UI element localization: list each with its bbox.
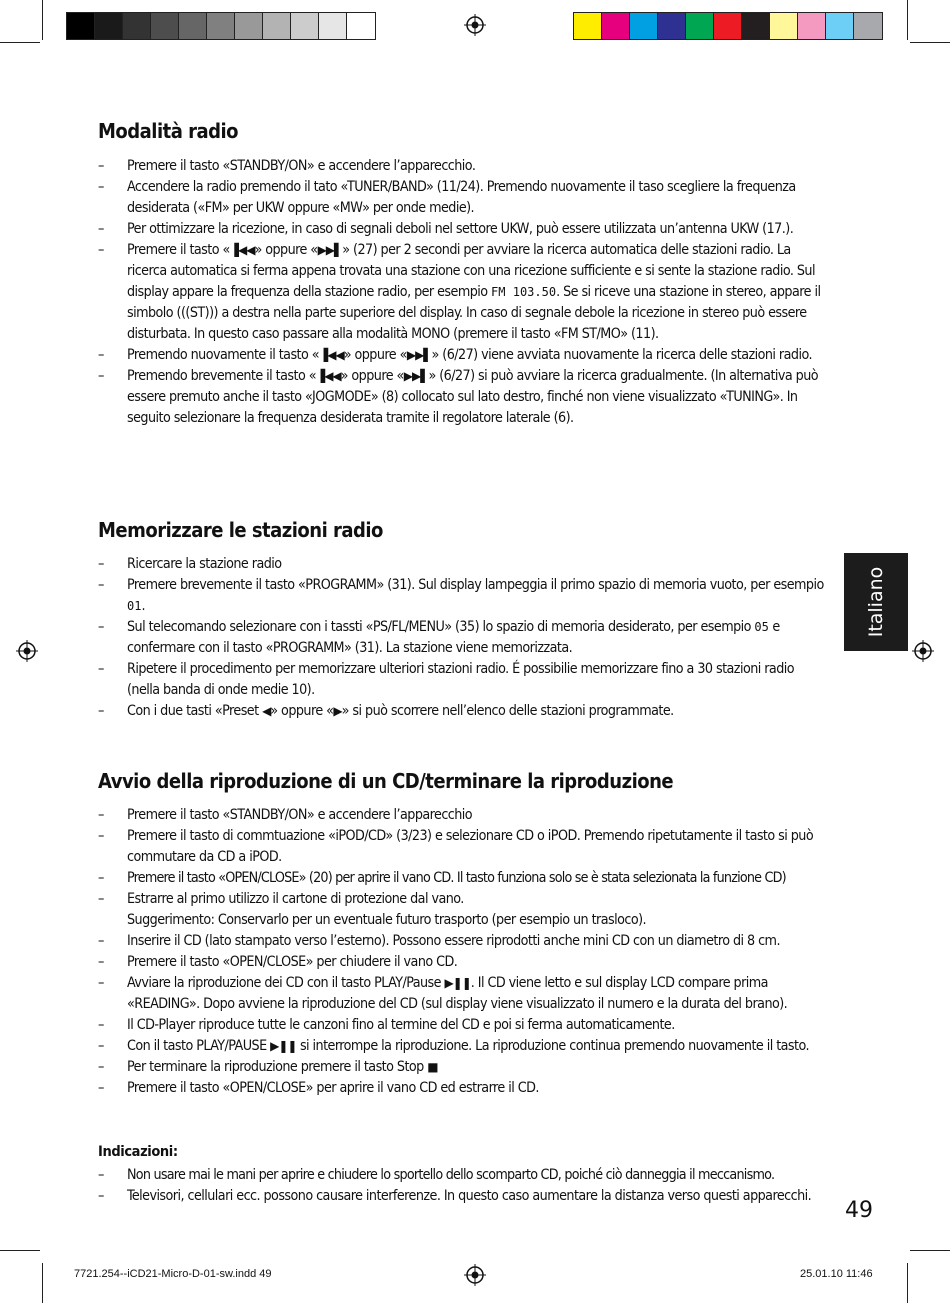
text: Sul telecomando selezionare con i tassti «PS/FL/MENU» (35) lo spazio di memoria desiderato, per esempio [127,619,755,635]
text: . Se si riceve una stazione in stereo, appare il simbolo (((ST))) a destra nella parte superiore del display. In caso di segnale debole la ricezione in stereo può essere disturbata. In questo caso passare alla modalità MONO (premere il tasto «FM ST/MO» (11). [127,284,821,342]
color-swatch [263,13,291,39]
list-item: – Il CD-Player riproduce tutte le canzoni fino al termine del CD e poi si ferma automaticamente. [98,1015,826,1036]
crop-mark [0,42,40,43]
skip-forward-icon: ▶▶▌ [403,369,429,383]
language-tab [844,553,908,651]
list-item: – Televisori, cellulari ecc. possono causare interferenze. In questo caso aumentare la distanza verso questi apparecchi. [98,1186,826,1207]
notes-list [98,1165,826,1207]
radio-steps-list [98,156,826,429]
registration-mark-icon [912,640,934,662]
section-title-cd: Avvio della riproduzione di un CD/terminare la riproduzione [98,769,674,793]
list-item: – Non usare mai le mani per aprire e chiudere lo sportello dello scomparto CD, poiché ciò danneggia il meccanismo. [98,1165,826,1186]
color-swatch [714,13,742,39]
color-swatch [347,13,375,39]
list-item: – Accendere la radio premendo il tato «TUNER/BAND» (11/24). Premendo nuovamente il taso scegliere la frequenza desiderata («FM» per UKW oppure «MW» per onde medie). [98,177,826,219]
text: si interrompe la riproduzione. La riproduzione continua premendo nuovamente il tasto. [296,1038,809,1054]
section-title-radio: Modalità radio [98,119,239,143]
lcd-frequency: FM 103.50 [491,285,557,299]
color-swatch [770,13,798,39]
color-swatch [798,13,826,39]
text: . Il CD viene letto e sul display LCD compare prima «READING». Dopo avviene la riproduzione del CD (sul display viene visualizzato il numero e la durata del brano). [127,975,788,1012]
color-swatch [291,13,319,39]
triangle-right-icon: ▶ [333,704,342,718]
text: » oppure « [340,368,404,384]
color-swatch [207,13,235,39]
color-swatch [67,13,95,39]
footer-file-info: 7721.254--iCD21-Micro-D-01-sw.indd 49 [74,1268,272,1280]
text: » si può scorrere nell’elenco delle stazioni programmate. [341,703,674,719]
text: . [141,598,145,614]
lcd-memory-slot: 01 [127,599,142,613]
play-pause-icon: ▶❚❚ [270,1039,297,1053]
color-swatch [319,13,347,39]
crop-mark [907,0,908,40]
grayscale-color-bar [66,12,376,40]
cd-steps-list [98,805,826,1099]
lcd-memory-slot: 05 [754,620,769,634]
list-item: – Premere il tasto di commtuazione «iPOD/CD» (3/23) e selezionare CD o iPOD. Premendo ripetutamente il tasto si può commutare da CD a iPOD. [98,826,826,868]
memory-steps-list [98,554,826,722]
color-swatch [602,13,630,39]
color-swatch [95,13,123,39]
hint-text: Suggerimento: Conservarlo per un eventuale futuro trasporto (per esempio un trasloco). [127,912,647,928]
crop-mark [42,0,43,40]
play-pause-icon: ▶❚❚ [444,976,471,990]
color-swatch [742,13,770,39]
text: » oppure « [343,347,407,363]
list-item: – Premere il tasto «STANDBY/ON» e accendere l’apparecchio. [98,156,826,177]
list-item: – Ripetere il procedimento per memorizzare ulteriori stazioni radio. É possibilie memorizzare fino a 30 stazioni radio (nella banda di onde medie 10). [98,659,826,701]
text: Con i due tasti «Preset [127,703,263,719]
list-item: – Premere il tasto «OPEN/CLOSE» per aprire il vano CD ed estrarre il CD. [98,1078,826,1099]
crop-mark [42,1263,43,1303]
text: » (6/27) si può avviare la ricerca gradualmente. (In alternativa può essere premuto anche il tasto «JOGMODE» (8) collocato sul lato destro, finché non viene visualizzato «TUNING». In seguito selezionare la frequenza desiderata tramite il regolatore laterale (6). [127,368,819,426]
list-item [98,1057,826,1078]
text: Premendo nuovamente il tasto « [127,347,320,363]
list-item: – Premere il tasto «OPEN/CLOSE» per chiudere il vano CD. [98,952,826,973]
color-swatch [826,13,854,39]
color-swatch [630,13,658,39]
color-swatch [235,13,263,39]
color-swatch [123,13,151,39]
skip-back-icon: ▐◀◀ [319,348,344,362]
crop-mark [910,42,950,43]
list-item [98,889,826,931]
color-swatch [686,13,714,39]
list-item: – Inserire il CD (lato stampato verso l’esterno). Possono essere riprodotti anche mini CD con un diametro di 8 cm. [98,931,826,952]
page-number: 49 [845,1198,873,1223]
text: Avviare la riproduzione dei CD con il tasto PLAY/Pause [127,975,445,991]
text: Con il tasto PLAY/PAUSE [127,1038,271,1054]
text: Premere il tasto « [127,242,230,258]
text: Premere brevemente il tasto «PROGRAMM» (31). Sul display lampeggia il primo spazio di memoria vuoto, per esempio [127,577,824,593]
skip-forward-icon: ▶▶▌ [406,348,432,362]
language-tab-label: Italiano [865,566,887,638]
list-item: – Per ottimizzare la ricezione, in caso di segnali deboli nel settore UKW, può essere utilizzata un’antenna UKW (17.). [98,219,826,240]
color-swatch [179,13,207,39]
color-swatch [574,13,602,39]
color-swatch [854,13,882,39]
text: » oppure « [270,703,334,719]
list-item [98,1036,826,1057]
skip-forward-icon: ▶▶▌ [317,243,343,257]
list-item [98,701,826,722]
registration-mark-icon [16,640,38,662]
list-item [98,617,826,659]
list-item [98,240,826,345]
list-item [98,366,826,429]
registration-mark-icon [464,1264,486,1286]
list-item [98,345,826,366]
list-item: – Ricercare la stazione radio [98,554,826,575]
list-item [98,973,826,1015]
text: Estrarre al primo utilizzo il cartone di protezione dal vano. [127,891,464,907]
stop-icon: ■ [427,1060,438,1074]
crop-mark [910,1250,950,1251]
crop-mark [0,1250,40,1251]
triangle-left-icon: ◀ [262,704,271,718]
list-item: – Premere il tasto «OPEN/CLOSE» (20) per aprire il vano CD. Il tasto funziona solo se è stata selezionata la funzione CD) [98,868,826,889]
text: e confermare con il tasto «PROGRAMM» (31). La stazione viene memorizzata. [127,619,780,656]
process-color-bar [573,12,883,40]
skip-back-icon: ▐◀◀ [315,369,341,383]
skip-back-icon: ▐◀◀ [229,243,255,257]
crop-mark [907,1263,908,1303]
color-swatch [151,13,179,39]
text: Per terminare la riproduzione premere il tasto Stop [127,1059,428,1075]
color-swatch [658,13,686,39]
registration-mark-icon [464,14,486,36]
list-item [98,575,826,617]
text: » oppure « [254,242,318,258]
list-item: – Premere il tasto «STANDBY/ON» e accendere l’apparecchio [98,805,826,826]
text: » (27) per 2 secondi per avviare la ricerca automatica delle stazioni radio. La ricerca automatica si ferma appena trovata una stazione con una ricezione sufficiente e si sente la stazione radio. Sul display appare la frequenza della stazione radio, per esempio [127,242,815,300]
text: » (6/27) viene avviata nuovamente la ricerca delle stazioni radio. [431,347,812,363]
section-title-memory: Memorizzare le stazioni radio [98,518,383,542]
notes-title: Indicazioni: [98,1144,178,1160]
text: Premendo brevemente il tasto « [127,368,316,384]
footer-timestamp: 25.01.10 11:46 [800,1268,873,1280]
